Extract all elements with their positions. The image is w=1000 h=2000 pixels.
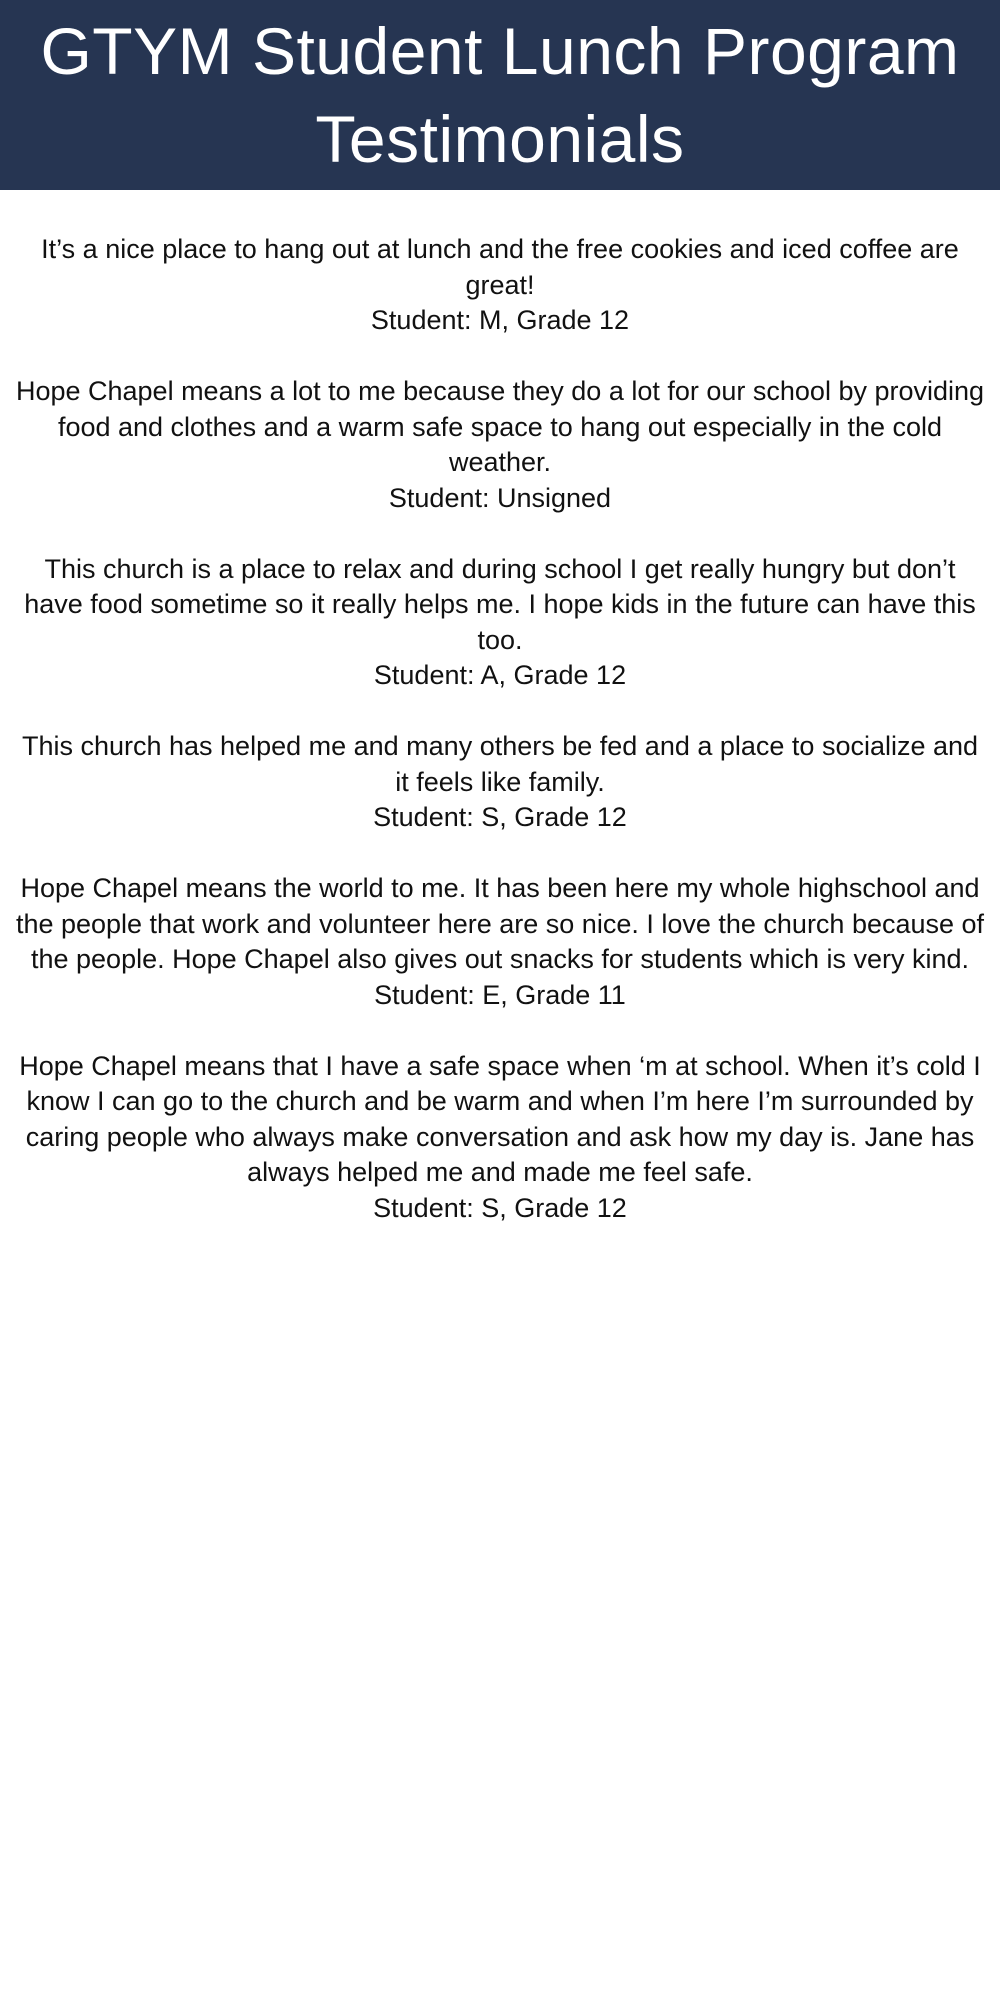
testimonial-quote: Hope Chapel means the world to me. It has been here my whole highschool and the people that work and volunteer here are so nice. I love the church because of the people. Hope Chapel also gives out snacks for students which is very kind. — [15, 873, 985, 974]
testimonial-author: Student: Unsigned — [388, 482, 612, 513]
testimonial-1 — [14, 232, 986, 339]
page-title: GTYM Student Lunch Program Testimonials — [40, 14, 960, 176]
testimonial-author: Student: S, Grade 12 — [373, 1192, 627, 1223]
testimonial-author: Student: A, Grade 12 — [373, 660, 627, 690]
testimonial-6 — [14, 1049, 986, 1227]
testimonial-author: Student: M, Grade 12 — [370, 305, 630, 335]
testimonial-2 — [14, 374, 986, 516]
testimonial-quote: This church is a place to relax and during school I get really hungry but don’t have food sometime so it really helps me. I hope kids in the future can have this too. — [24, 553, 976, 655]
testimonial-quote: Hope Chapel means that I have a safe space when ‘m at school. When it’s cold I know I can go to the church and be warm and when I’m here I’m surrounded by caring people who always make conversation and ask how my day is. Jane has always helped me and made me feel safe. — [19, 1050, 981, 1187]
testimonial-quote: It’s a nice place to hang out at lunch and the free cookies and iced coffee are great! — [41, 234, 959, 300]
testimonial-author: Student: E, Grade 11 — [374, 979, 626, 1010]
testimonials-list — [0, 190, 1000, 1226]
testimonial-3 — [14, 552, 986, 694]
testimonial-author: Student: S, Grade 12 — [373, 802, 627, 832]
testimonial-quote: Hope Chapel means a lot to me because they do a lot for our school by providing food and clothes and a warm safe space to hang out especially in the cold weather. — [15, 376, 985, 477]
testimonial-quote: This church has helped me and many others be fed and a place to socialize and it feels like family. — [21, 731, 979, 797]
testimonial-5 — [14, 871, 986, 1013]
testimonial-4 — [14, 729, 986, 836]
page-header — [0, 0, 1000, 190]
